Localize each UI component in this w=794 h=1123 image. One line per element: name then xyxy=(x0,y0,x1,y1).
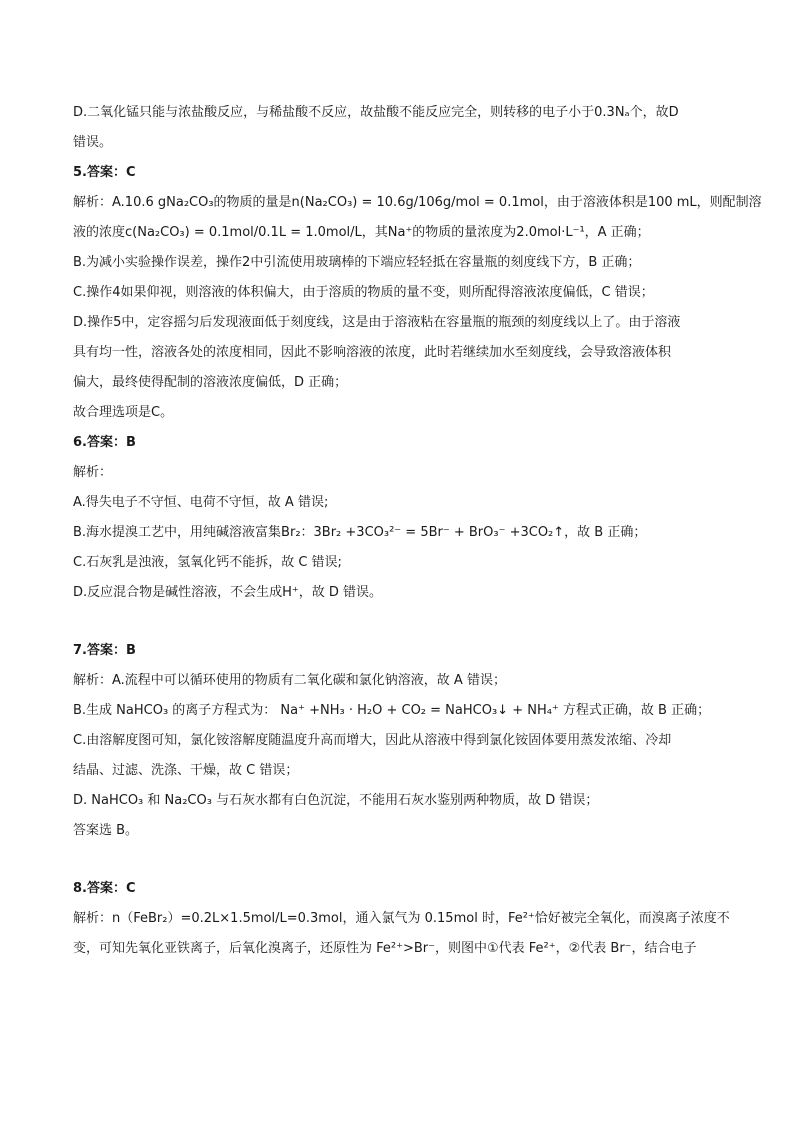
text-line: B.生成 NaHCO₃ 的离子方程式为： Na⁺ +NH₃ · H₂O + CO₂ = NaHCO₃↓ + NH₄⁺ 方程式正确，故 B 正确； xyxy=(73,703,711,718)
text-line: 偏大，最终使得配制的溶液浓度偏低，D 正确； xyxy=(73,375,348,390)
blank-line xyxy=(73,846,733,874)
text-line: A.得失电子不守恒、电荷不守恒，故 A 错误; xyxy=(73,495,329,510)
text-line: D.反应混合物是碱性溶液，不会生成H⁺，故 D 错误。 xyxy=(73,585,383,600)
text-line: C.石灰乳是浊液，氢氧化钙不能拆，故 C 错误; xyxy=(73,555,342,570)
text-line: D.操作5中，定容摇匀后发现液面低于刻度线，这是由于溶液粘在容量瓶的瓶颈的刻度线以上了。由于溶液 xyxy=(73,315,681,330)
text-line: B.海水提溴工艺中，用纯碱溶液富集Br₂：3Br₂ +3CO₃²⁻ = 5Br⁻ + BrO₃⁻ +3CO₂↑，故 B 正确； xyxy=(73,525,647,540)
text-line: D.二氧化锰只能与浓盐酸反应，与稀盐酸不反应，故盐酸不能反应完全，则转移的电子小于0.3Nₐ个，故D xyxy=(73,105,679,120)
text-line: 解析：A.10.6 gNa₂CO₃的物质的量是n(Na₂CO₃) = 10.6g/106g/mol = 0.1mol，由于溶液体积是100 mL，则配制溶 xyxy=(73,195,762,210)
answer-heading: 7.答案：B xyxy=(73,643,136,658)
text-line: 解析：n（FeBr₂）=0.2L×1.5mol/L=0.3mol，通入氯气为 0.15mol 时，Fe²⁺恰好被完全氧化，而溴离子浓度不 xyxy=(73,911,730,926)
text-line: C.由溶解度图可知，氯化铵溶解度随温度升高而增大，因此从溶液中得到氯化铵固体要用蒸发浓缩、冷却 xyxy=(73,733,672,748)
text-line: 答案选 B。 xyxy=(73,823,139,838)
document-body xyxy=(73,98,762,964)
text-line: C.操作4如果仰视，则溶液的体积偏大，由于溶质的物质的量不变，则所配得溶液浓度偏低，C 错误； xyxy=(73,285,654,300)
text-line: 结晶、过滤、洗涤、干燥，故 C 错误； xyxy=(73,763,299,778)
text-line: 故合理选项是C。 xyxy=(73,405,174,420)
text-line: D. NaHCO₃ 和 Na₂CO₃ 与石灰水都有白色沉淀，不能用石灰水鉴别两种物质，故 D 错误； xyxy=(73,793,599,808)
answer-heading: 5.答案：C xyxy=(73,165,136,180)
text-line: 具有均一性，溶液各处的浓度相同，因此不影响溶液的浓度，此时若继续加水至刻度线，会导致溶液体积 xyxy=(73,345,672,360)
answer-heading: 8.答案：C xyxy=(73,881,136,896)
text-line: 解析：A.流程中可以循环使用的物质有二氧化碳和氯化钠溶液，故 A 错误； xyxy=(73,673,506,688)
text-line: 变，可知先氧化亚铁离子，后氧化溴离子，还原性为 Fe²⁺>Br⁻，则图中①代表 Fe²⁺，②代表 Br⁻，结合电子 xyxy=(73,941,697,956)
text-line: 液的浓度c(Na₂CO₃) = 0.1mol/0.1L = 1.0mol/L，其Na⁺的物质的量浓度为2.0mol·L⁻¹，A 正确； xyxy=(73,225,650,240)
text-line: 错误。 xyxy=(73,135,113,150)
answer-heading: 6.答案：B xyxy=(73,435,136,450)
text-line: 解析： xyxy=(73,465,113,480)
text-line: B.为减小实验操作误差，操作2中引流使用玻璃棒的下端应轻轻抵在容量瓶的刻度线下方，B 正确； xyxy=(73,255,641,270)
blank-line xyxy=(73,608,733,636)
